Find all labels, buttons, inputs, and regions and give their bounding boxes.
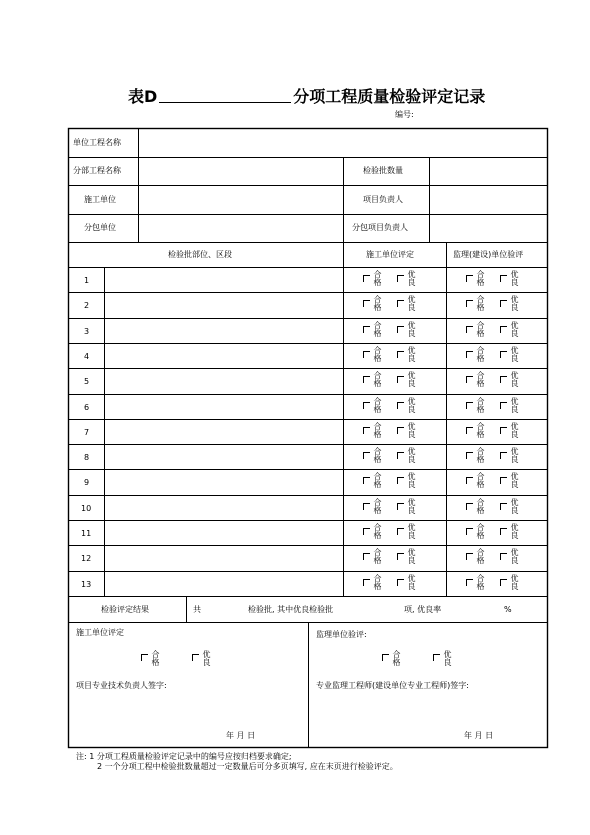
supervisor-excellent-checkbox[interactable] bbox=[500, 427, 508, 435]
supervisor-excellent-checkbox[interactable] bbox=[500, 275, 508, 283]
contractor-qualified-checkbox[interactable] bbox=[363, 376, 371, 384]
contractor-qualified-checkbox[interactable] bbox=[363, 427, 371, 435]
result-rate-label: 项, 优良率 bbox=[404, 605, 442, 614]
contractor-excellent-checkbox[interactable] bbox=[397, 452, 405, 460]
supervisor-qualified-checkbox[interactable] bbox=[382, 654, 390, 662]
row-number: 13 bbox=[81, 579, 92, 589]
contractor-eval-label: 施工单位评定 bbox=[76, 628, 124, 637]
supervisor-excellent-checkbox[interactable] bbox=[500, 376, 508, 384]
supervisor-qualified-label: 合 格 bbox=[476, 396, 485, 414]
row-number: 8 bbox=[84, 453, 90, 463]
contractor-excellent-label: 优 良 bbox=[407, 421, 416, 439]
contractor-qualified-checkbox[interactable] bbox=[363, 553, 371, 561]
row-number: 3 bbox=[84, 326, 90, 336]
contractor-qualified-label: 合 格 bbox=[373, 270, 382, 287]
contractor-qualified-checkbox[interactable] bbox=[363, 503, 371, 511]
contractor-qualified-checkbox[interactable] bbox=[363, 452, 371, 460]
col-supervisor-eval-header: 监理(建设)单位验评 bbox=[453, 250, 524, 259]
contractor-sign-label: 项目专业技术负责人签字: bbox=[76, 681, 167, 690]
supervisor-excellent-label: 优 良 bbox=[510, 497, 519, 515]
supervisor-qualified-label: 合 格 bbox=[476, 270, 485, 287]
result-label: 检验评定结果 bbox=[101, 605, 149, 614]
supervisor-excellent-label: 优 良 bbox=[510, 270, 519, 287]
contractor-date: 年 月 日 bbox=[226, 731, 256, 740]
supervisor-qualified-checkbox[interactable] bbox=[466, 528, 474, 536]
contractor-excellent-label: 优 良 bbox=[407, 295, 416, 313]
row-number: 10 bbox=[81, 503, 92, 513]
supervisor-excellent-label: 优 良 bbox=[510, 523, 519, 540]
supervisor-qualified-label: 合 格 bbox=[476, 472, 485, 490]
row-location-field[interactable] bbox=[106, 547, 341, 568]
result-rate-field[interactable] bbox=[455, 600, 503, 618]
contractor-excellent-checkbox[interactable] bbox=[397, 275, 405, 283]
supervisor-excellent-checkbox[interactable] bbox=[500, 503, 508, 511]
contractor-excellent-label: 优 良 bbox=[407, 523, 416, 540]
row-location-field[interactable] bbox=[106, 345, 341, 366]
supervisor-excellent-checkbox[interactable] bbox=[500, 553, 508, 561]
supervisor-qualified-checkbox[interactable] bbox=[466, 351, 474, 359]
label-project-manager: 项目负责人 bbox=[363, 195, 403, 204]
contractor-qualified-label: 合 格 bbox=[373, 447, 382, 465]
supervisor-qualified-label: 合 格 bbox=[476, 320, 485, 338]
contractor-excellent-label: 优 良 bbox=[407, 472, 416, 490]
contractor-qualified-label: 合 格 bbox=[373, 548, 382, 566]
col-location-header: 检验批部位、区段 bbox=[168, 250, 232, 259]
result-total-label: 共 bbox=[193, 605, 201, 614]
supervisor-qualified-label: 合 格 bbox=[476, 523, 485, 540]
contractor-qualified-checkbox[interactable] bbox=[363, 579, 371, 587]
contractor-qualified-checkbox[interactable] bbox=[363, 351, 371, 359]
row-location-field[interactable] bbox=[106, 522, 341, 543]
contractor-excellent-label: 优 良 bbox=[407, 396, 416, 414]
supervisor-qualified-checkbox[interactable] bbox=[466, 275, 474, 283]
sub-manager-field[interactable] bbox=[431, 216, 546, 241]
supervisor-excellent-checkbox[interactable] bbox=[500, 326, 508, 334]
supervisor-excellent-label: 优 良 bbox=[510, 371, 519, 389]
row-location-field[interactable] bbox=[106, 421, 341, 442]
label-batch-count: 检验批数量 bbox=[363, 166, 403, 175]
result-excellent-field[interactable] bbox=[355, 600, 403, 618]
unit-project-field[interactable] bbox=[140, 130, 546, 156]
contractor-qualified-label: 合 格 bbox=[373, 421, 382, 439]
supervisor-qualified-checkbox[interactable] bbox=[466, 427, 474, 435]
contractor-qualified-label: 合 格 bbox=[373, 345, 382, 363]
title-text: 分项工程质量检验评定记录 bbox=[293, 87, 486, 106]
supervisor-excellent-label: 优 良 bbox=[510, 447, 519, 465]
contractor-qualified-label: 合 格 bbox=[373, 371, 382, 389]
contractor-excellent-checkbox[interactable] bbox=[397, 402, 405, 410]
contractor-qualified-label: 合 格 bbox=[373, 295, 382, 313]
contractor-excellent-checkbox[interactable] bbox=[397, 477, 405, 485]
supervisor-qualified-label: 合 格 bbox=[476, 573, 485, 591]
supervisor-sign-label: 专业监理工程师(建设单位专业工程师)签字: bbox=[316, 681, 469, 690]
contractor-excellent-checkbox[interactable] bbox=[397, 326, 405, 334]
row-location-field[interactable] bbox=[106, 396, 341, 417]
row-number: 11 bbox=[81, 529, 92, 538]
row-location-field[interactable] bbox=[106, 320, 341, 341]
contractor-qualified-checkbox[interactable] bbox=[363, 326, 371, 334]
contractor-excellent-checkbox[interactable] bbox=[397, 351, 405, 359]
contractor-qualified-label: 合 格 bbox=[373, 497, 382, 515]
supervisor-qualified-label: 合 格 bbox=[476, 497, 485, 515]
row-location-field[interactable] bbox=[106, 471, 341, 492]
label-sub-project: 分部工程名称 bbox=[73, 166, 121, 175]
contractor-field[interactable] bbox=[140, 187, 342, 213]
row-number: 1 bbox=[84, 276, 90, 285]
subcontractor-field[interactable] bbox=[140, 216, 342, 241]
supervisor-qualified-checkbox[interactable] bbox=[466, 300, 474, 308]
row-number: 2 bbox=[84, 301, 90, 311]
contractor-qualified-label: 合 格 bbox=[373, 472, 382, 490]
supervisor-excellent-checkbox[interactable] bbox=[500, 402, 508, 410]
contractor-qualified-checkbox[interactable] bbox=[363, 528, 371, 536]
contractor-qualified-label: 合 格 bbox=[373, 320, 382, 338]
result-mid-label: 检验批, 其中优良检验批 bbox=[248, 605, 334, 614]
row-location-field[interactable] bbox=[106, 497, 341, 518]
sub-project-field[interactable] bbox=[140, 159, 342, 184]
supervisor-excellent-label: 优 良 bbox=[510, 320, 519, 338]
contractor-excellent-checkbox[interactable] bbox=[397, 376, 405, 384]
contractor-excellent-checkbox[interactable] bbox=[397, 553, 405, 561]
row-location-field[interactable] bbox=[106, 573, 341, 594]
supervisor-qualified-checkbox[interactable] bbox=[466, 503, 474, 511]
result-percent: % bbox=[504, 605, 512, 614]
contractor-excellent-checkbox[interactable] bbox=[192, 654, 200, 662]
supervisor-qualified-label: 合 格 bbox=[476, 345, 485, 363]
row-location-field[interactable] bbox=[106, 446, 341, 467]
supervisor-signature-field[interactable] bbox=[316, 693, 541, 723]
contractor-excellent-checkbox[interactable] bbox=[397, 579, 405, 587]
contractor-qualified-checkbox[interactable] bbox=[363, 402, 371, 410]
row-location-field[interactable] bbox=[106, 294, 341, 315]
contractor-excellent-checkbox[interactable] bbox=[397, 528, 405, 536]
label-subcontractor: 分包单位 bbox=[84, 223, 116, 232]
label-unit-project: 单位工程名称 bbox=[73, 138, 121, 147]
result-total-field[interactable] bbox=[205, 600, 245, 618]
title-prefix: 表D bbox=[128, 87, 158, 106]
contractor-excellent-label: 优 良 bbox=[407, 345, 416, 363]
supervisor-qualified-label: 合 格 bbox=[476, 295, 485, 313]
supervisor-qualified-label: 合 格 bbox=[392, 650, 401, 667]
contractor-qualified-label: 合 格 bbox=[373, 396, 382, 414]
supervisor-excellent-label: 优 良 bbox=[510, 396, 519, 414]
contractor-qualified-label: 合 格 bbox=[373, 523, 382, 540]
supervisor-qualified-checkbox[interactable] bbox=[466, 477, 474, 485]
contractor-excellent-label: 优 良 bbox=[407, 270, 416, 287]
supervisor-excellent-label: 优 良 bbox=[510, 295, 519, 313]
supervisor-qualified-checkbox[interactable] bbox=[466, 579, 474, 587]
supervisor-excellent-checkbox[interactable] bbox=[433, 654, 441, 662]
row-location-field[interactable] bbox=[106, 370, 341, 391]
row-number: 9 bbox=[84, 478, 90, 488]
supervisor-excellent-checkbox[interactable] bbox=[500, 477, 508, 485]
contractor-qualified-checkbox[interactable] bbox=[141, 654, 149, 662]
contractor-excellent-label: 优 良 bbox=[407, 320, 416, 338]
row-number: 4 bbox=[84, 351, 90, 361]
supervisor-excellent-checkbox[interactable] bbox=[500, 579, 508, 587]
label-contractor: 施工单位 bbox=[84, 195, 116, 204]
contractor-excellent-checkbox[interactable] bbox=[397, 300, 405, 308]
title-blank-field[interactable] bbox=[159, 88, 291, 103]
supervisor-eval-label: 监理单位验评: bbox=[316, 630, 367, 639]
supervisor-excellent-label: 优 良 bbox=[443, 650, 452, 667]
supervisor-qualified-checkbox[interactable] bbox=[466, 402, 474, 410]
supervisor-excellent-label: 优 良 bbox=[510, 472, 519, 490]
contractor-qualified-checkbox[interactable] bbox=[363, 275, 371, 283]
contractor-qualified-checkbox[interactable] bbox=[363, 300, 371, 308]
supervisor-excellent-checkbox[interactable] bbox=[500, 300, 508, 308]
col-contractor-eval-header: 施工单位评定 bbox=[366, 250, 414, 259]
row-number: 6 bbox=[84, 402, 90, 412]
contractor-qualified-label: 合 格 bbox=[151, 650, 160, 667]
supervisor-excellent-label: 优 良 bbox=[510, 421, 519, 439]
note-line-2: 2 一个分项工程中检验批数量超过一定数量后可分多页填写, 应在末页进行检验评定。 bbox=[97, 762, 398, 771]
contractor-excellent-checkbox[interactable] bbox=[397, 503, 405, 511]
supervisor-excellent-label: 优 良 bbox=[510, 548, 519, 566]
label-sub-manager: 分包项目负责人 bbox=[352, 223, 408, 232]
row-number: 12 bbox=[81, 554, 92, 564]
contractor-signature-field[interactable] bbox=[76, 693, 301, 723]
supervisor-qualified-label: 合 格 bbox=[476, 421, 485, 439]
row-number: 7 bbox=[84, 427, 90, 437]
supervisor-excellent-checkbox[interactable] bbox=[500, 351, 508, 359]
code-label: 编号: bbox=[395, 110, 414, 119]
contractor-excellent-label: 优 良 bbox=[407, 371, 416, 389]
supervisor-qualified-checkbox[interactable] bbox=[466, 326, 474, 334]
batch-count-field[interactable] bbox=[431, 159, 546, 184]
row-location-field[interactable] bbox=[106, 269, 341, 290]
supervisor-excellent-checkbox[interactable] bbox=[500, 452, 508, 460]
note-line-1: 注: 1 分项工程质量检验评定记录中的编号应按归档要求确定; bbox=[76, 752, 292, 761]
supervisor-date: 年 月 日 bbox=[464, 731, 494, 740]
contractor-excellent-label: 优 良 bbox=[407, 447, 416, 465]
supervisor-qualified-checkbox[interactable] bbox=[466, 376, 474, 384]
supervisor-qualified-label: 合 格 bbox=[476, 548, 485, 566]
supervisor-qualified-label: 合 格 bbox=[476, 447, 485, 465]
project-manager-field[interactable] bbox=[431, 187, 546, 213]
contractor-qualified-label: 合 格 bbox=[373, 573, 382, 591]
supervisor-qualified-checkbox[interactable] bbox=[466, 553, 474, 561]
contractor-excellent-checkbox[interactable] bbox=[397, 427, 405, 435]
supervisor-excellent-label: 优 良 bbox=[510, 573, 519, 591]
contractor-excellent-label: 优 良 bbox=[202, 650, 211, 667]
contractor-qualified-checkbox[interactable] bbox=[363, 477, 371, 485]
supervisor-qualified-checkbox[interactable] bbox=[466, 452, 474, 460]
supervisor-qualified-label: 合 格 bbox=[476, 371, 485, 389]
contractor-excellent-label: 优 良 bbox=[407, 548, 416, 566]
supervisor-excellent-checkbox[interactable] bbox=[500, 528, 508, 536]
page-title bbox=[128, 84, 485, 107]
contractor-excellent-label: 优 良 bbox=[407, 573, 416, 591]
row-number: 5 bbox=[84, 377, 90, 387]
contractor-excellent-label: 优 良 bbox=[407, 497, 416, 515]
supervisor-excellent-label: 优 良 bbox=[510, 345, 519, 363]
